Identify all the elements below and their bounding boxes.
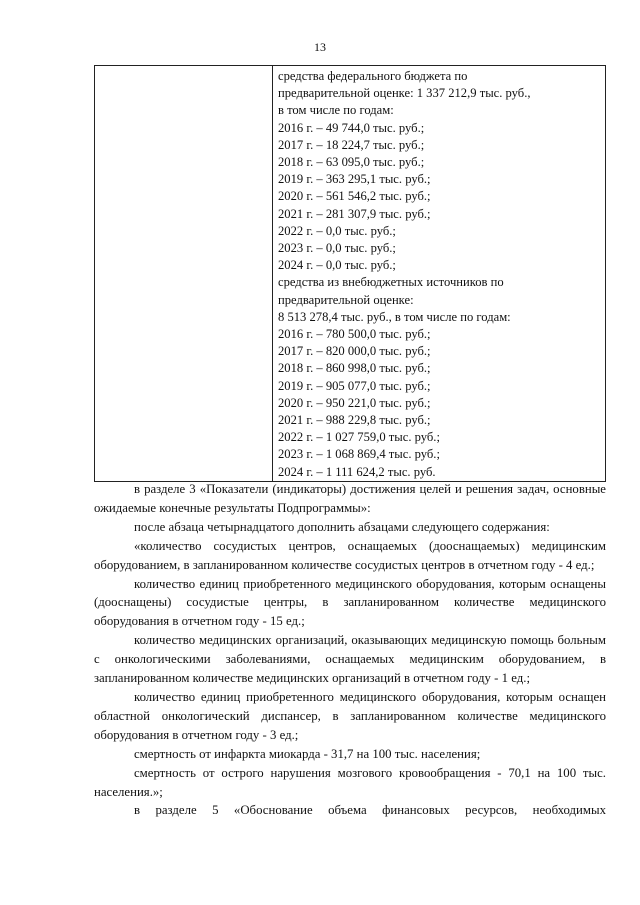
table-cell-funding xyxy=(273,66,606,482)
table-line: 2017 г. – 820 000,0 тыс. руб.; xyxy=(278,344,431,359)
table-line: 2019 г. – 905 077,0 тыс. руб.; xyxy=(278,378,431,393)
paragraph: в разделе 3 «Показатели (индикаторы) достижения целей и решения задач, основные ожидаемые конечные результаты Подпрограммы»: xyxy=(94,482,606,515)
table-line: 2023 г. – 1 068 869,4 тыс. руб.; xyxy=(278,447,440,462)
table-line: 2018 г. – 860 998,0 тыс. руб.; xyxy=(278,361,431,376)
table-line: предварительной оценке: 1 337 212,9 тыс. руб., xyxy=(278,86,531,101)
table-line: 2022 г. – 1 027 759,0 тыс. руб.; xyxy=(278,430,440,445)
paragraph: смертность от инфаркта миокарда - 31,7 на 100 тыс. населения; xyxy=(134,746,481,761)
table-line: 8 513 278,4 тыс. руб., в том числе по годам: xyxy=(278,309,511,324)
paragraph: количество единиц приобретенного медицинского оборудования, которым оснащен областной онкологический диспансер, в запланированном количестве медицинского оборудования в отчетном году - 3 ед.; xyxy=(94,689,606,742)
table-line: 2021 г. – 281 307,9 тыс. руб.; xyxy=(278,206,431,221)
table-line: 2019 г. – 363 295,1 тыс. руб.; xyxy=(278,172,431,187)
table-line: 2018 г. – 63 095,0 тыс. руб.; xyxy=(278,155,425,170)
table-line: 2024 г. – 1 111 624,2 тыс. руб. xyxy=(278,464,436,479)
table-line: 2022 г. – 0,0 тыс. руб.; xyxy=(278,223,396,238)
budget-table xyxy=(94,65,606,482)
table-line: средства из внебюджетных источников по xyxy=(278,275,504,290)
paragraph: количество единиц приобретенного медицинского оборудования, которым оснащены (дооснащены) сосудистые центры, в запланированном количестве медицинского оборудования в отчетном году - 15 ед.; xyxy=(94,576,606,629)
table-line: 2016 г. – 780 500,0 тыс. руб.; xyxy=(278,327,431,342)
table-line: 2024 г. – 0,0 тыс. руб.; xyxy=(278,258,396,273)
table-cell-empty xyxy=(95,66,273,482)
table-line: 2016 г. – 49 744,0 тыс. руб.; xyxy=(278,120,425,135)
table-row xyxy=(95,66,606,482)
paragraph: после абзаца четырнадцатого дополнить абзацами следующего содержания: xyxy=(134,519,550,534)
paragraph: количество медицинских организаций, оказывающих медицинскую помощь больным с онкологическими заболеваниями, оснащаемых медицинским оборудованием, в запланированном количестве медицинских организаций в отчетном году - 1 ед.; xyxy=(94,633,606,686)
body-text xyxy=(94,480,606,820)
table-line: 2023 г. – 0,0 тыс. руб.; xyxy=(278,241,396,256)
table-line: 2020 г. – 950 221,0 тыс. руб.; xyxy=(278,395,431,410)
table-line: 2021 г. – 988 229,8 тыс. руб.; xyxy=(278,413,431,428)
table-line: 2020 г. – 561 546,2 тыс. руб.; xyxy=(278,189,431,204)
paragraph: смертность от острого нарушения мозгового кровообращения - 70,1 на 100 тыс. населения.»; xyxy=(94,765,606,799)
page-number: 13 xyxy=(314,40,326,54)
table-line: средства федерального бюджета по xyxy=(278,69,468,83)
table-line: 2017 г. – 18 224,7 тыс. руб.; xyxy=(278,137,425,152)
table-line: предварительной оценке: xyxy=(278,292,414,307)
paragraph: в разделе 5 «Обоснование объема финансовых ресурсов, необходимых xyxy=(134,803,606,818)
table-line: в том числе по годам: xyxy=(278,103,394,118)
paragraph: «количество сосудистых центров, оснащаемых (дооснащаемых) медицинским оборудованием, в запланированном количестве сосудистых центров в отчетном году - 4 ед.; xyxy=(94,538,606,572)
